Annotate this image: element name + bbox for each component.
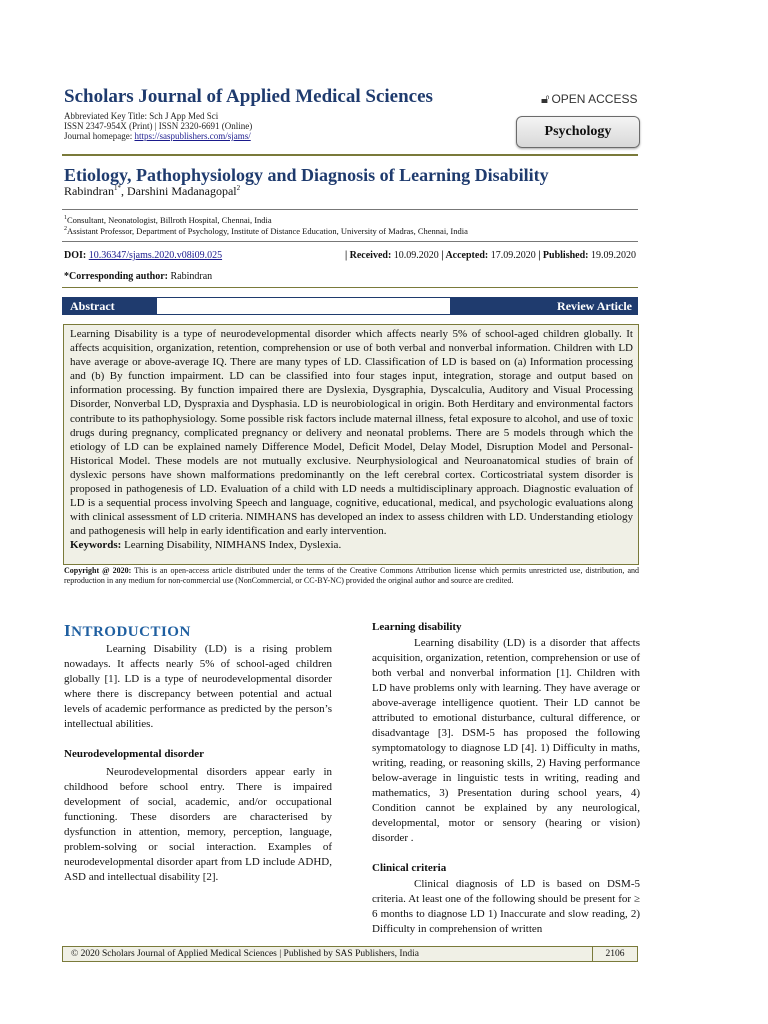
right-column <box>372 620 640 937</box>
author-name: Darshini Madanagopal <box>127 184 237 198</box>
introduction-heading <box>64 623 332 640</box>
accepted-date: 17.09.2020 <box>490 250 536 261</box>
abstract-box <box>63 324 639 565</box>
journal-title: Scholars Journal of Applied Medical Sciences <box>64 86 433 107</box>
heading-initial: I <box>64 621 72 640</box>
affiliation-sup: 2 <box>64 226 67 232</box>
open-lock-icon: 🔓︎ <box>541 91 550 106</box>
copyright-text: This is an open-access article distributed under the terms of the Creative Commons Attribution license which permits unrestricted use, distribution, and reproduction in any medium for non-commercial use (NonCommercial, or CC-BY-NC) provided the original author and source are credited. <box>64 566 639 585</box>
journal-issn: ISSN 2347-954X (Print) | ISSN 2320-6691 (Online) <box>64 121 253 131</box>
homepage-label: Journal homepage: <box>64 131 135 141</box>
corresponding-author <box>64 271 212 282</box>
author-sup: 2 <box>236 184 241 192</box>
accepted-label: | Accepted: <box>438 250 491 261</box>
clinical-criteria-heading: Clinical criteria <box>372 862 447 874</box>
keywords-label: Keywords: <box>70 539 122 552</box>
corresponding-label: *Corresponding author: <box>64 271 171 282</box>
open-access-badge <box>541 91 637 107</box>
learning-disability-paragraph: Learning disability (LD) is a disorder that affects acquisition, organization, retention, comprehension or use of both verbal and nonverbal information [1]. Children with LD have problems only with learning. They have average or above-average intelligence quotient. Their LD cannot be attributed to emotional disturbance, cultural difference, or disadvantage [3]. DSM-5 has proposed the following symptomatology to diagnose LD [4]. 1) Difficulty in maths, writing, reading, or reasoning skills, 2) Having performance below-average in linguistic tests in writing, reading and mathematics, 3) Presentation during school years, 4) Condition cannot be explained by any neurological, developmental, motor or sensory (hearing or vision) disorder . <box>372 637 640 844</box>
article-type-label: Review Article <box>450 297 638 315</box>
learning-disability-heading: Learning disability <box>372 621 462 633</box>
keywords <box>70 538 633 552</box>
copyright-notice <box>64 566 639 586</box>
heading-rest: NTRODUCTION <box>71 624 191 640</box>
received-date: 10.09.2020 <box>393 250 439 261</box>
abstract-bar-spacer <box>156 297 452 315</box>
page-footer <box>62 946 638 962</box>
dates-line <box>345 250 636 261</box>
subject-button[interactable]: Psychology <box>516 116 640 148</box>
affiliation-divider <box>62 209 638 210</box>
author-sup: 1* <box>114 184 121 192</box>
abstract-top-divider <box>62 287 638 288</box>
open-access-label: OPEN ACCESS <box>551 92 638 106</box>
abstract-bar <box>62 297 638 315</box>
footer-text: © 2020 Scholars Journal of Applied Medical Sciences | Published by SAS Publishers, India <box>71 949 419 959</box>
keywords-text: Learning Disability, NIMHANS Index, Dyslexia. <box>121 539 342 552</box>
author-separator: , <box>121 184 127 198</box>
page-number: 2106 <box>592 947 637 961</box>
affiliation-sup: 1 <box>64 215 67 221</box>
journal-abbrev: Abbreviated Key Title: Sch J App Med Sci <box>64 111 219 121</box>
author-name: Rabindran <box>64 184 114 198</box>
article-title: Etiology, Pathophysiology and Diagnosis of Learning Disability <box>64 165 549 185</box>
affiliation-text: Consultant, Neonatologist, Billroth Hospital, Chennai, India <box>67 214 272 225</box>
doi-link[interactable]: 10.36347/sjams.2020.v08i09.025 <box>88 250 223 261</box>
affiliation-text: Assistant Professor, Department of Psychology, Institute of Distance Education, University of Madras, Chennai, India <box>67 225 468 236</box>
left-column <box>64 623 332 885</box>
published-date: 19.09.2020 <box>591 250 636 261</box>
intro-paragraph: Learning Disability (LD) is a rising problem nowadays. It affects nearly 5% of school-aged children globally [1]. LD is a type of neurodevelopmental disorder where there is discrepancy between potential and actual levels of academic performance as predicted by the person’s intellectual abilities. <box>64 643 332 730</box>
published-label: | Published: <box>535 250 591 261</box>
doi-label: DOI: <box>64 250 89 261</box>
journal-homepage <box>64 131 251 142</box>
corresponding-name: Rabindran <box>170 271 213 282</box>
received-label: | Received: <box>344 250 394 261</box>
abstract-label: Abstract <box>62 297 156 315</box>
abstract-text: Learning Disability is a type of neurodevelopmental disorder which affects nearly 5% of school-aged children globally. It affects acquisition, organization, retention, comprehension or use of both verbal and nonverbal information. Children with LD have average or above-average IQ. There are many types of LD. Classification of LD is based on (a) Information processing and (b) By function impairment. LD can be classified into four stages input, integration, storage and output based on information processing. By function impaired there are Dyslexia, Dysgraphia, Dyscalculia, Auditory and Visual Processing Disorder, Nonverbal LD, Dyspraxia and Dysphasia. LD is neurobiological in origin. Both Herditary and environmental factors contribute to its pathophysiology. Some possible risk factors include maternal illness, fetal exposure to alcohol, and use of toxic drugs during pregnancy, complicated pregnancy or delivery and neonatal problems. There are 5 models through which the etiology of LD can be explained namely Difference Model, Deficit Model, Delay Model, Disruption Model and Personal-Historical Model. These models are not mutually exclusive. Neurphysiological and Neuroanatomical studies of brain of dyslexic persons have shown malformations predominantly on the left cerebral cortex. Corticostriatal system disorder is proposed in pathogenesis of LD. Evaluation of a child with LD needs a multidisciplinary approach. Diagnostic evaluation of LD is a sequential process involving Speech and language, cognitive, educational, medical, and psychologic evaluations along with clinical assessment of LD criteria. NIMHANS has developed an index to assess children with LD. Understanding etiology and pathogenesis will help in early identification and early intervention. <box>70 328 633 538</box>
neurodevelopmental-paragraph: Neurodevelopmental disorders appear early in childhood before school entry. There is impaired development of social, academic, and/or occupational functioning. These disorders are characterised by dysfunction in attention, memory, perception, language, problem-solving or social interaction. Examples of neurodevelopmental disorder apart from LD include ADHD, ASD and intellectual disability [2]. <box>64 766 332 883</box>
neurodevelopmental-heading: Neurodevelopmental disorder <box>64 748 205 760</box>
affiliation-bottom-divider <box>62 241 638 242</box>
header-divider <box>62 154 638 156</box>
affiliation-2 <box>64 224 468 237</box>
clinical-criteria-paragraph: Clinical diagnosis of LD is based on DSM-5 criteria. At least one of the following should be present for ≥ 6 months to diagnose LD 1) Inaccurate and slow reading, 2) Difficulty in comprehension of written <box>372 878 640 935</box>
copyright-label: Copyright @ 2020: <box>64 566 132 575</box>
author-list <box>64 184 240 199</box>
doi-row <box>64 250 638 261</box>
homepage-link[interactable]: https://saspublishers.com/sjams/ <box>134 131 251 141</box>
